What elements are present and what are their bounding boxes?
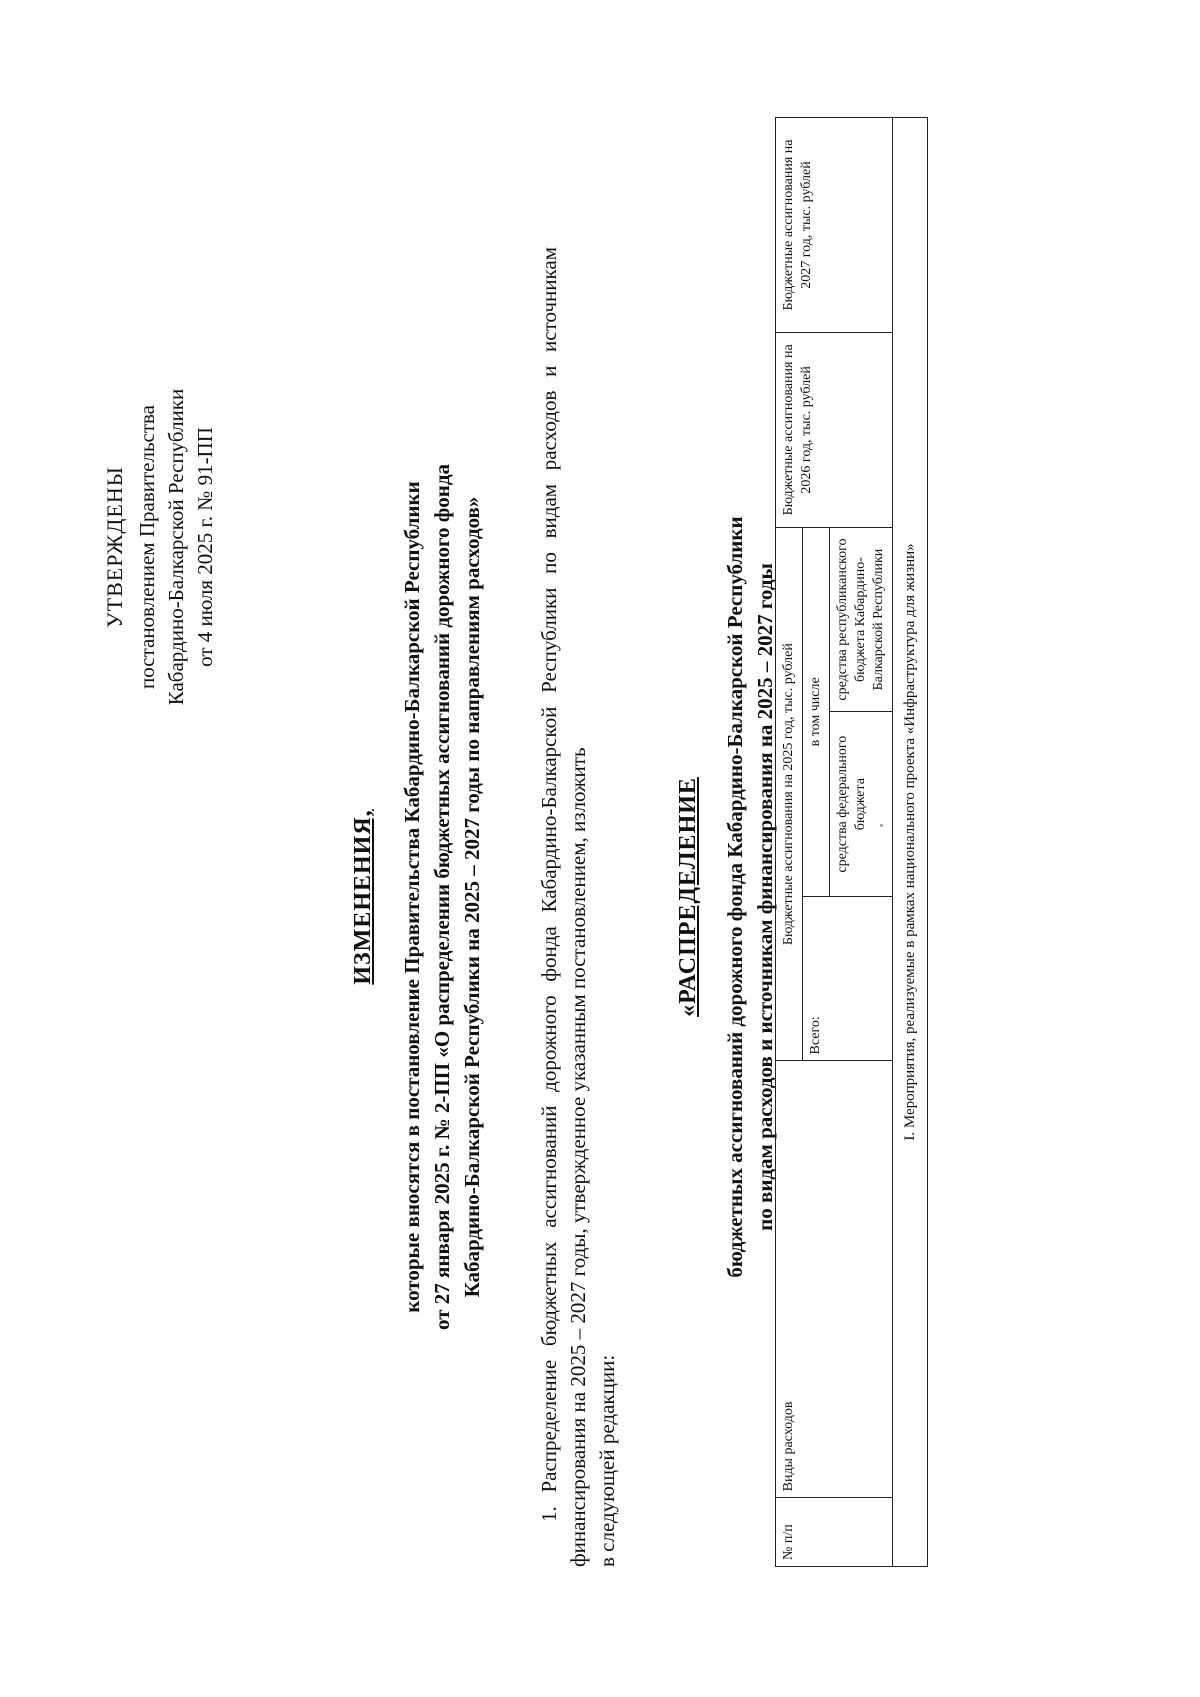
distribution-title: «РАСПРЕДЕЛЕНИЕ bbox=[675, 777, 701, 1017]
approval-title: УТВЕРЖДЕНЫ bbox=[102, 466, 127, 628]
header-2027: Бюджетные ассигнования на 2027 год, тыс. рублей bbox=[776, 118, 893, 333]
body-paragraph bbox=[535, 247, 622, 1567]
scan-artifact-dot bbox=[880, 824, 883, 827]
approval-line-3: от 4 июля 2025 г. № 91-ПП bbox=[193, 427, 217, 667]
paragraph-last-line: в следующей редакции: bbox=[595, 1354, 619, 1567]
header-federal-funds: средства федерального бюджета bbox=[830, 712, 893, 897]
distribution-line-2: по видам расходов и источникам финансирования на 2025 – 2027 годы bbox=[753, 563, 777, 1231]
approval-line-2: Кабардино-Балкарской Республики bbox=[164, 388, 188, 706]
approval-block bbox=[100, 297, 220, 797]
changes-line-1: которые вносятся в постановление Правительства Кабардино-Балкарской Республики bbox=[400, 481, 424, 1313]
header-2026: Бюджетные ассигнования на 2026 год, тыс. рублей bbox=[776, 332, 893, 527]
changes-line-3: Кабардино-Балкарской Республики на 2025 – 2027 годы по направлениям расходов» bbox=[460, 496, 484, 1298]
section-1-title: I. Мероприятия, реализуемые в рамках национального проекта «Инфраструктура для жизни» bbox=[893, 118, 928, 1567]
changes-title: ИЗМЕНЕНИЯ, bbox=[350, 809, 376, 985]
header-total: Всего: bbox=[803, 897, 893, 1061]
table-section-row bbox=[893, 118, 928, 1567]
changes-header bbox=[350, 237, 487, 1557]
distribution-table bbox=[775, 117, 928, 1567]
header-number: № п/п bbox=[776, 1498, 893, 1567]
table-header-row-1 bbox=[776, 118, 803, 1567]
paragraph-main-text: 1. Распределение бюджетных ассигнований дорожного фонда Кабардино-Балкарской Республики по видам расходов и источникам финансирования на 2025 – 2027 годы, утвержденное указанным постановлением, изложить bbox=[537, 247, 590, 1567]
header-including: в том числе bbox=[803, 527, 830, 896]
header-expense-kind: Виды расходов bbox=[776, 1061, 893, 1498]
approval-line-1: постановлением Правительства bbox=[135, 405, 159, 690]
header-republic-funds: средства республиканского бюджета Кабардино-Балкарской Республики bbox=[830, 527, 893, 712]
changes-line-2: от 27 января 2025 г. № 2-ПП «О распределении бюджетных ассигнований дорожного фонда bbox=[430, 464, 454, 1330]
header-2025: Бюджетные ассигнования на 2025 год, тыс. рублей bbox=[776, 527, 803, 1061]
distribution-header bbox=[675, 237, 780, 1557]
distribution-line-1: бюджетных ассигнований дорожного фонда Кабардино-Балкарской Республики bbox=[723, 516, 747, 1278]
